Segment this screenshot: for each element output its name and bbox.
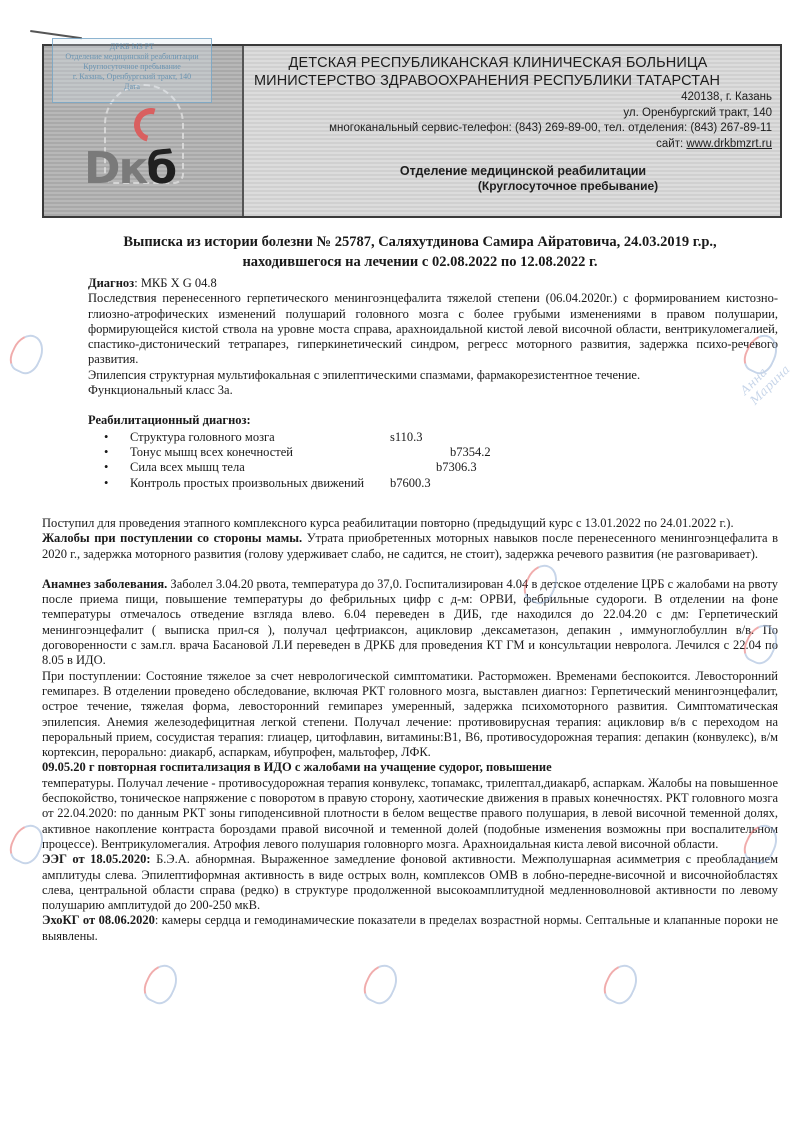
eeg-paragraph: ЭЭГ от 18.05.2020: Б.Э.А. абнормная. Выраженное замедление фоновой активности. Межполушарная асимметрия с преобладанием амплитуды слева. Эпилептиформная активность в виде острых волн, комплексов ОМВ в лобно-передне-височной и височнойобластях слева, центральной области справа (редко) в структуре продолженной высокоамплитудной медленноволновой активности по левому полушарию амплитудой до 200-250 мкВ. [42,852,778,913]
list-item: • Структура головного мозга s110.3 [104,430,778,445]
rehab-diagnosis-heading: Реабилитационный диагноз: [88,413,251,428]
on-admission-paragraph: При поступлении: Состояние тяжелое за счет неврологической симптоматики. Расторможен. Временами беспокоится. Левосторонний гемипарез. В отделении проведено обследование, включая РКТ головного мозга, выставлен диагноз: Герпетический менингоэнцефалит, острое течение, тяжелая форма, левосторонний гемипарез умеренный, задержка психомоторного развития. Симптоматическая эпилепсия. Анемия железодефицитная легкой степени. Получал лечение: противовирусная терапия: ацикловир в/в с переходом на пероральный прием, сосудистая терапия: глиацер, цитофлавин, витамины:В1, В6, противосудорожная терапия: депакин (конвулекс), в/м кортексин, перорально: диакарб, аспаркам, ибупрофен, мальтофер, ЛФК. [42,668,778,760]
logo-wordmark: Dкб [84,143,176,194]
functional-class: Функциональный класс 3а. [88,383,233,398]
blue-stamp: ДРКБ МЗ РТ Отделение медицинской реабилитации Круглосуточное пребывание г. Казань, Оренбургский тракт, 140 Дата [52,38,212,103]
watermark-icon [360,960,404,1014]
ministry-name: МИНИСТЕРСТВО ЗДРАВООХРАНЕНИЯ РЕСПУБЛИКИ ТАТАРСТАН [254,73,721,89]
history-section [42,516,778,944]
watermark-icon [6,330,50,384]
rehospitalization-heading: 09.05.20 г повторная госпитализация в ИДО с жалобами на учащение судорог, повышение [42,760,552,775]
postal-address: 420138, г. Казань [681,91,772,103]
echo-paragraph: ЭхоКГ от 08.06.2020: камеры сердца и гемодинамические показатели в пределах возрастной нормы. Септальные и клапанные пороки не выявлены. [42,913,779,943]
letterhead-info [244,46,780,216]
list-item: • Контроль простых произвольных движений b7600.3 [104,476,778,491]
org-name: ДЕТСКАЯ РЕСПУБЛИКАНСКАЯ КЛИНИЧЕСКАЯ БОЛЬНИЦА [288,55,708,71]
anamnesis-paragraph: Анамнез заболевания. Заболел 3.04.20 рвота, температура до 37,0. Госпитализирован 4.04 в детское отделение ЦРБ с жалобами на рвоту после приема пищи, повышение температуры до фебрильных цифр с д-м: ОРВИ, фебрильные судороги. В отделении на фоне температуры отмечалось отведение взгляда влево. 6.04 переведен в ДИБ, где находился до 22.04.20 с дм: Герпетический менингоэнцефалит ( выписка прил-ся ), получал цефтриаксон, ацикловир ,дексаметазон, депакин , иммуноглобуллин в/в. По договоренности с зам.гл. врача Басановой Л.И переведен в ДРКБ для проведения КТ ГМ и консультации невролога. Лечился с 22.04 по 8.05 в ИДО. [42,576,778,668]
epilepsy-text: Эпилепсия структурная мультифокальная с эпилептическими спазмами, фармакорезистентное течение. [88,367,641,382]
rehospitalization-text: температуры. Получал лечение - противосудорожная терапия конвулекс, топамакс, трилептал,диакарб, аспаркам. Жалобы на повышенное беспокойство, тоническое напряжение с поворотом в правую сторону, хаотические движения в правых конечностях. РКТ головного мозга от 22.04.2020: по данным РКТ зоны гиподенсивной плотности в белом веществе правого полушария, в левой височной теменной долях, активное накопление контраста бороздами правой височной и теменной долей (подобные изменения возможны при воспалительном процессе). Вентрикуломегалия. Атрофия левого полушария головнорго мозга. Арахноидальная киста левой височной области. [42,775,778,851]
watermark-icon: Анна Марина [740,330,784,384]
website-link[interactable]: www.drkbmzrt.ru [686,137,772,150]
list-item: • Тонус мышц всех конечностей b7354.2 [104,445,778,460]
watermark-icon [600,960,644,1014]
street-address: ул. Оренбургский тракт, 140 [623,106,772,119]
admission-text: Поступил для проведения этапного комплексного курса реабилитации повторно (предыдущий курс с 13.01.2022 по 24.01.2022 г.). [42,516,734,530]
list-item: • Сила всех мышц тела b7306.3 [104,460,778,475]
rehab-diagnosis-list [104,430,778,491]
website-line: сайт: www.drkbmzrt.ru [656,137,772,150]
document-title: Выписка из истории болезни № 25787, Саляхутдинова Самира Айратовича, 24.03.2019 г.р., находившегося на лечении с 02.08.2022 по 12.08.2022 г. [123,234,717,270]
phone-numbers: многоканальный сервис-телефон: (843) 269-89-00, тел. отделения: (843) 267-89-11 [329,122,772,134]
complaints-paragraph: Жалобы при поступлении со стороны мамы. Утрата приобретенных моторных навыков после перенесенного менингоэнцефалита в 2020 г., задержка моторного развития (голову удерживает слабо, не садится, не стоит), задержка речевого развития (не разговаривает). [42,531,778,561]
diagnosis-section [88,276,778,491]
diagnosis-text: Последствия перенесенного герпетического менингоэнцефалита тяжелой степени (06.04.2020г.) с формированием кистозно-глиозно-атрофических изменений полушарий головного мозга с более грубыми изменениями в правом полушарии, формирующейся кистой ствола на уровне моста справа, арахноидальной кистой левой височной области, вентрикуломегалией, спастико-дистонический тетрапарез, гиперкинетический синдром, регресс моторного развития, задержка психо-речевого развития. [88,291,778,367]
diagnosis-heading: Диагноз: МКБ Х G 04.8 [88,276,217,290]
watermark-icon [140,960,184,1014]
department-name: Отделение медицинской реабилитации [399,164,647,178]
department-mode: (Круглосуточное пребывание) [477,179,659,193]
